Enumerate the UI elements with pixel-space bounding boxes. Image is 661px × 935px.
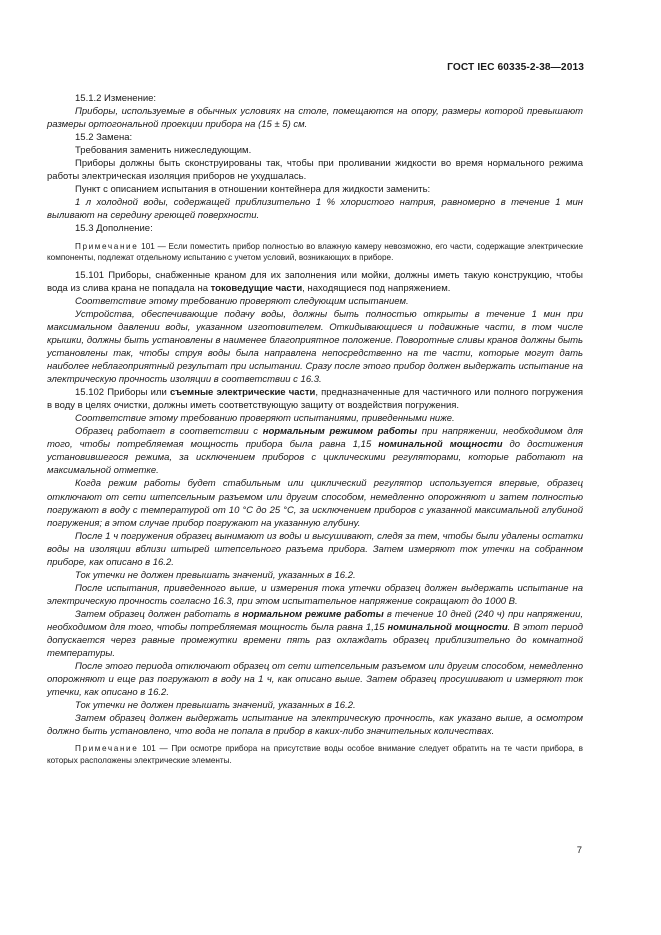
clause-15-1-2-heading: 15.1.2 Изменение:: [75, 93, 157, 104]
note-1: [47, 241, 583, 264]
note-1-text: 101 — Если поместить прибор полностью во влажную камеру невозможно, его части, содержащие электрические компоненты, подлежат отдельному испытанию с учетом условий, возникающих в приборе.: [47, 241, 584, 263]
clause-15-102-p6: Затем образец должен работать в нормальном режиме работы в течение 10 дней (240 ч) при напряжении, необходимом для того, чтобы потребляемая мощность была равна 1,15 номинальной мощности. В этот период допускается через равные промежутки времени пять раз охлаждать образец приблизительно до комнатной температуры.: [47, 608, 583, 660]
clause-15-102-p4: Ток утечки не должен превышать значений, указанных в 16.2.: [75, 569, 356, 581]
document-body: [47, 92, 583, 767]
clause-15-2-heading: 15.2 Замена:: [75, 132, 133, 144]
clause-15-101-test: Устройства, обеспечивающие подачу воды, должны быть полностью открыты в течение 1 мин при максимальном давлении воды, указанном изготовителем. Откидывающиеся и подвижные части, в том числе крышки, должны быть установлены в наименее благоприятное положение. Поворотные сливы кранов должны быть установлены так, чтобы струя воды была направлена непосредственно на те части, которые могут дать наиболее неблагоприятный результат при испытании. Сразу после этого прибор должен выдержать испытание на электрическую прочность изоляции в соответствии с 16.3.: [47, 308, 583, 386]
term-live-parts: токоведущие части: [210, 282, 303, 294]
note-2-text: 101 — При осмотре прибора на присутствие воды особое внимание следует обратить на те части прибора, в которых расположены электрические элементы.: [47, 744, 583, 765]
clause-15-2-line2: Приборы должны быть сконструированы так, чтобы при проливании жидкости во время нормального режима работы электрическая изоляция приборов не ухудшалась.: [47, 158, 583, 183]
clause-15-102-p3: После 1 ч погружения образец вынимают из воды и высушивают, следя за тем, чтобы были удалены остатки воды на изоляции вблизи штырей штепсельного разъема прибора. Затем измеряют ток утечки на собранном приборе, как описано в 16.2.: [47, 530, 583, 568]
clause-15-102-p8: Ток утечки не должен превышать значений, указанных в 16.2.: [75, 700, 356, 712]
clause-15-2-line1: Требования заменить нижеследующим.: [75, 145, 252, 157]
clause-15-101: 15.101 Приборы, снабженные краном для их заполнения или мойки, должны иметь такую конструкцию, чтобы вода из слива крана не попадала на токоведущие части, находящиеся под напряжением.: [47, 269, 583, 294]
clause-15-102-compliance: Соответствие этому требованию проверяют испытаниями, приведенными ниже.: [75, 413, 455, 425]
clause-15-2-line4: 1 л холодной воды, содержащей приблизительно 1 % хлористого натрия, равномерно в течение 1 мин выливают на середину греющей поверхности.: [47, 197, 583, 222]
clause-15-102-p5: После испытания, приведенного выше, и измерения тока утечки образец должен выдержать испытание на электрическую прочность согласно 16.3, при этом испытательное напряжение сокращают до 1000 В.: [47, 582, 583, 607]
clause-15-2-line3: Пункт с описанием испытания в отношении контейнера для жидкости заменить:: [75, 184, 431, 196]
document-header: ГОСТ IEC 60335-2-38—2013: [447, 62, 584, 73]
note-2-label: Примечание: [75, 744, 139, 754]
clause-15-3-heading: 15.3 Дополнение:: [75, 223, 153, 235]
clause-15-102-p7: После этого периода отключают образец от сети штепсельным разъемом или другим способом, немедленно опорожняют и еще раз погружают в воду на 1 ч, как описано выше. Затем образец просушивают и измеряют ток утечки, как описано в 16.2.: [47, 661, 583, 699]
note-2: [47, 743, 583, 766]
page-number: 7: [576, 845, 582, 856]
clause-15-1-2-text: Приборы, используемые в обычных условиях на столе, помещаются на опору, размеры которой превышают размеры ортогональной проекции прибора на (15 ± 5) см.: [47, 106, 583, 131]
clause-15-102-p9: Затем образец должен выдержать испытание на электрическую прочность, как указано выше, а осмотром должно быть установлено, что вода не попала в прибор в каких-либо значительных количествах.: [47, 713, 583, 738]
note-1-label: Примечание: [75, 241, 139, 251]
clause-15-102-p1: Образец работает в соответствии с нормальным режимом работы при напряжении, необходимом для того, чтобы потребляемая мощность прибора была равна 1,15 номинальной мощности до достижения установившегося режима, за исключением приборов с циклическими регуляторами, которые работают на максимальной отметке.: [47, 426, 583, 477]
clause-15-102-p2: Когда режим работы будет стабильным или циклический регулятор используется впервые, образец отключают от сети штепсельным разъемом или другим способом, немедленно опорожняют и затем полностью погружают в воду с температурой от 10 °С до 25 °С, за исключением приборов с указанной максимальной глубиной погружения; в этом случае прибор погружают на указанную глубину.: [47, 478, 583, 529]
clause-15-102: 15.102 Приборы или съемные электрические части, предназначенные для частичного или полного погружения в воду в целях очистки, должны иметь соответствующую защиту от воздействия погружения.: [47, 387, 583, 412]
clause-15-101-compliance: Соответствие этому требованию проверяют следующим испытанием.: [75, 295, 409, 307]
term-detachable-parts: съемные электрические части: [169, 387, 316, 399]
